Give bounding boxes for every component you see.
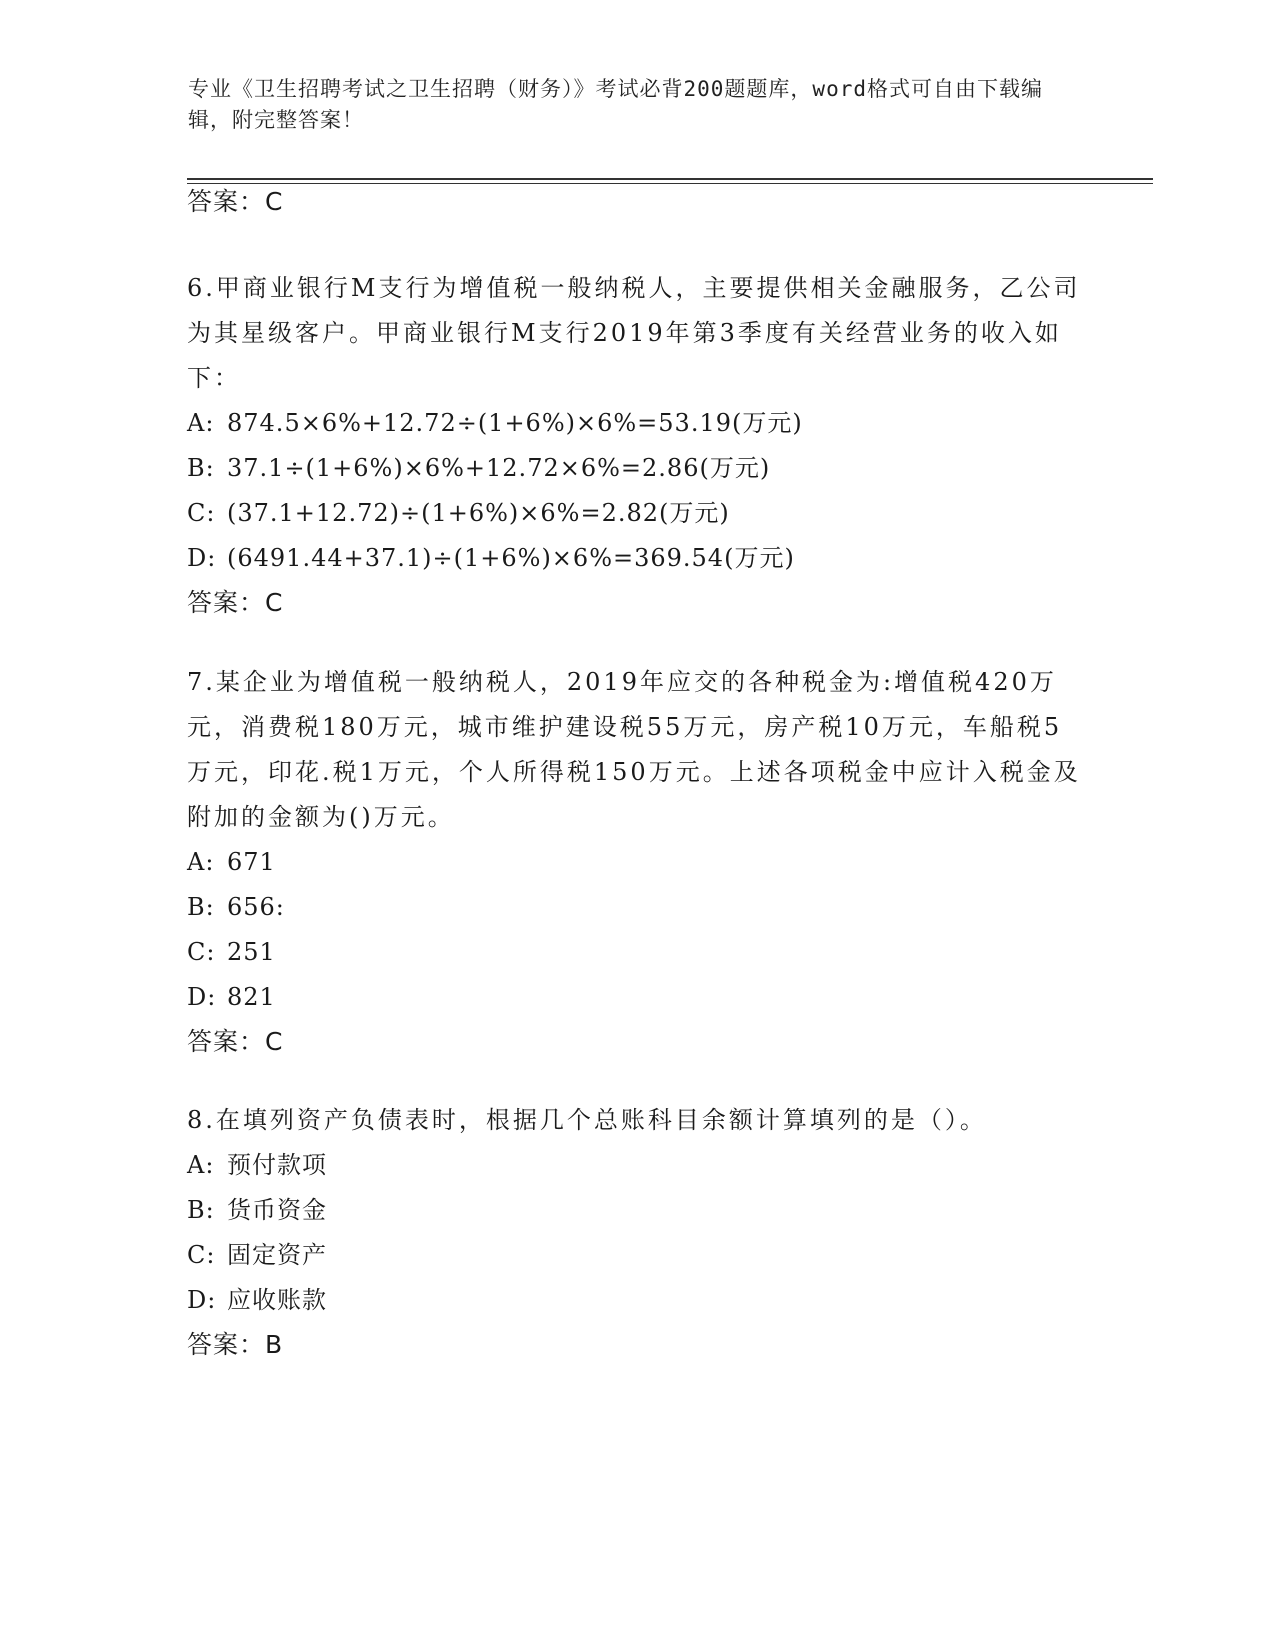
page-header-title: 专业《卫生招聘考试之卫生招聘（财务）》考试必背200题题库，word格式可自由下载编辑，附完整答案！: [188, 77, 1043, 132]
question-6-stem: 6.甲商业银行M支行为增值税一般纳税人，主要提供相关金融服务，乙公司为其星级客户。甲商业银行M支行2019年第3季度有关经营业务的收入如下：: [187, 274, 1081, 392]
option-letter: C:: [187, 938, 216, 966]
option-letter: B:: [187, 893, 215, 921]
option-letter: D:: [187, 544, 217, 572]
option-letter: B:: [187, 454, 215, 482]
previous-answer: 答案：C: [187, 187, 284, 216]
question-7-option-a: [187, 840, 1087, 885]
question-8-answer: 答案：B: [187, 1330, 284, 1359]
question-6-answer: 答案：C: [187, 588, 284, 617]
option-text: 251: [227, 938, 276, 966]
question-6-option-d: [187, 536, 1087, 581]
option-letter: B:: [187, 1196, 215, 1224]
option-text: 874.5×6%+12.72÷(1+6%)×6%=53.19(万元): [227, 409, 803, 437]
question-7: [187, 660, 1087, 1058]
question-7-option-d: [187, 975, 1087, 1020]
question-8: [187, 1098, 1087, 1361]
option-text: 预付款项: [227, 1151, 327, 1179]
option-letter: C:: [187, 499, 216, 527]
option-letter: D:: [187, 1286, 217, 1314]
option-text: 656:: [227, 893, 285, 921]
question-7-option-c: [187, 930, 1087, 975]
option-text: 应收账款: [227, 1286, 327, 1314]
question-8-option-a: [187, 1143, 1087, 1188]
header-divider-thick: [187, 178, 1153, 180]
option-text: 固定资产: [227, 1241, 327, 1269]
question-6-option-c: [187, 491, 1087, 536]
question-8-option-d: [187, 1278, 1087, 1323]
question-8-option-c: [187, 1233, 1087, 1278]
option-letter: D:: [187, 983, 217, 1011]
option-text: 671: [227, 848, 276, 876]
question-6-option-a: [187, 401, 1087, 446]
question-7-option-b: [187, 885, 1087, 930]
option-text: (6491.44+37.1)÷(1+6%)×6%=369.54(万元): [227, 544, 795, 572]
option-letter: A:: [187, 848, 215, 876]
option-letter: A:: [187, 409, 215, 437]
header-divider-thin: [187, 183, 1153, 184]
option-text: (37.1+12.72)÷(1+6%)×6%=2.82(万元): [227, 499, 730, 527]
option-text: 821: [227, 983, 276, 1011]
question-6-option-b: [187, 446, 1087, 491]
question-8-option-b: [187, 1188, 1087, 1233]
question-6: [187, 266, 1087, 619]
option-text: 37.1÷(1+6%)×6%+12.72×6%=2.86(万元): [227, 454, 771, 482]
question-7-stem: 7.某企业为增值税一般纳税人，2019年应交的各种税金为:增值税420万元，消费税180万元，城市维护建设税55万元，房产税10万元，车船税5万元，印花.税1万元，个人所得税150万元。上述各项税金中应计入税金及附加的金额为()万元。: [187, 668, 1081, 831]
option-letter: A:: [187, 1151, 215, 1179]
option-letter: C:: [187, 1241, 216, 1269]
question-8-stem: 8.在填列资产负债表时，根据几个总账科目余额计算填列的是（）。: [187, 1106, 987, 1134]
question-7-answer: 答案：C: [187, 1027, 284, 1056]
option-text: 货币资金: [227, 1196, 327, 1224]
